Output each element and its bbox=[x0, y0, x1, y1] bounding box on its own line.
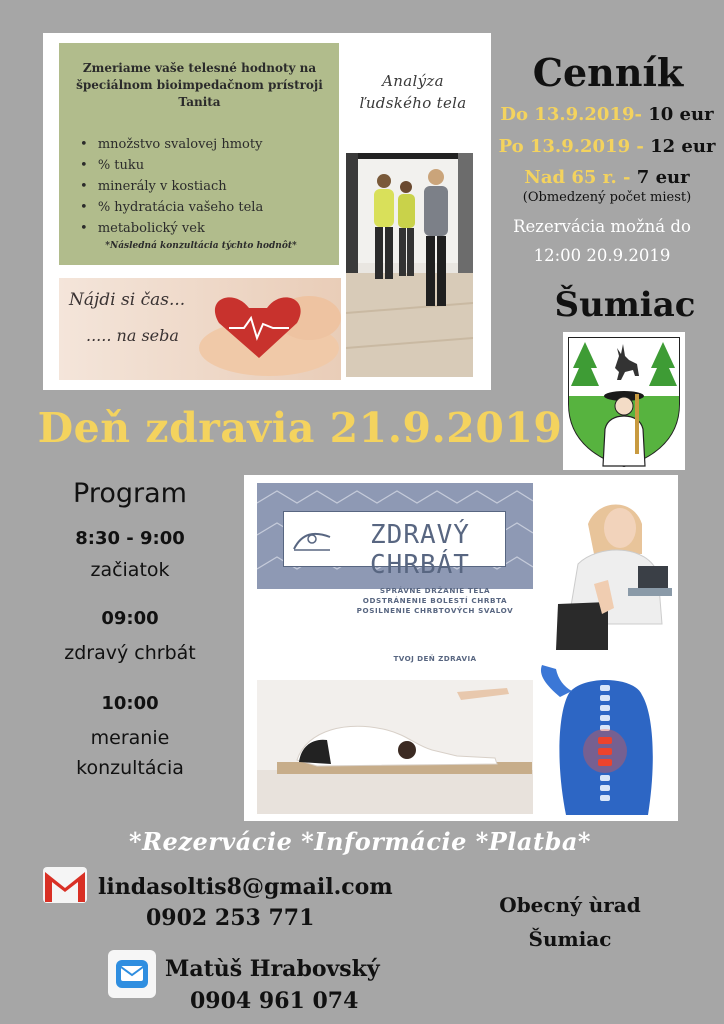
price-line bbox=[497, 167, 717, 188]
yoga-photo bbox=[257, 680, 533, 814]
poster-title: ZDRAVÝ CHRBÁT bbox=[370, 520, 470, 580]
reservation-line2: 12:00 20.9.2019 bbox=[533, 246, 671, 265]
poster-subtitle bbox=[345, 586, 525, 616]
price-line bbox=[497, 104, 717, 125]
phone-number[interactable]: 0904 961 074 bbox=[190, 988, 359, 1014]
analysis-heading: Zmeriame vaše telesné hodnoty na špeciálnom bioimpedačnom prístroji Tanita bbox=[76, 61, 323, 109]
price-label: Do 13.9.2019- bbox=[500, 104, 642, 125]
poster-day-label: TVOJ DEŇ ZDRAVIA bbox=[393, 654, 477, 663]
program-title: Program bbox=[73, 478, 187, 509]
list-item: • metabolický vek bbox=[80, 218, 335, 239]
list-item: • % tuku bbox=[80, 155, 335, 176]
back-pain-photo bbox=[538, 484, 672, 650]
program-desc: zdravý chrbát bbox=[64, 642, 196, 664]
office-line2: Šumiac bbox=[528, 927, 612, 951]
town-name: Šumiac bbox=[554, 285, 696, 325]
program-time: 8:30 - 9:00 bbox=[75, 528, 185, 549]
price-value: 7 eur bbox=[630, 167, 690, 188]
price-value: 10 eur bbox=[641, 104, 714, 125]
reservation-line1: Rezervácia možná do bbox=[513, 217, 691, 236]
spine-photo bbox=[538, 655, 672, 815]
office-line1: Obecný ùrad bbox=[499, 893, 641, 917]
reservation-deadline bbox=[487, 212, 717, 270]
info-banner: *Rezervácie *Informácie *Platba* bbox=[129, 827, 591, 856]
analysis-title-line1: Analýza bbox=[382, 72, 444, 90]
gym-photo bbox=[346, 153, 473, 377]
program-desc: začiatok bbox=[90, 559, 170, 581]
analysis-title bbox=[350, 70, 476, 114]
analysis-list bbox=[80, 134, 335, 239]
price-label: Po 13.9.2019 - bbox=[498, 136, 644, 157]
price-list-title: Cenník bbox=[532, 50, 684, 95]
analysis-title-line2: ľudského tela bbox=[359, 94, 467, 112]
program-desc: meranie bbox=[90, 727, 170, 749]
price-value: 12 eur bbox=[643, 136, 716, 157]
price-note: (Obmedzený počet miest) bbox=[522, 190, 692, 205]
heart-caption-line1: Nájdi si čas... bbox=[69, 290, 186, 310]
poster-subtitle-line: SPRÁVNE DRŽANIE TELA bbox=[379, 586, 491, 595]
program-desc: konzultácia bbox=[76, 757, 184, 779]
gmail-icon bbox=[42, 866, 88, 904]
list-item: • % hydratácia vašeho tela bbox=[80, 197, 335, 218]
email-link[interactable]: lindasoltis8@gmail.com bbox=[98, 874, 393, 900]
heart-caption-line2: ..... na seba bbox=[86, 326, 179, 345]
list-item: • minerály v kostiach bbox=[80, 176, 335, 197]
poster-subtitle-line: POSILNENIE CHRBTOVÝCH SVALOV bbox=[356, 606, 514, 615]
coat-of-arms-icon bbox=[565, 334, 683, 468]
analysis-note: *Následná konzultácia týchto hodnôt* bbox=[105, 241, 297, 251]
contact-name: Matùš Hrabovský bbox=[165, 956, 380, 982]
list-item: • množstvo svalovej hmoty bbox=[80, 134, 335, 155]
price-line bbox=[497, 136, 717, 157]
poster-subtitle-line: ODSTRÁNENIE BOLESTÍ CHRBTA bbox=[362, 596, 508, 605]
municipal-office bbox=[480, 888, 660, 956]
price-label: Nad 65 r. - bbox=[524, 167, 631, 188]
mail-icon bbox=[108, 950, 156, 998]
phone-number[interactable]: 0902 253 771 bbox=[146, 905, 315, 931]
spine-logo-icon bbox=[292, 527, 332, 553]
program-time: 09:00 bbox=[101, 608, 159, 629]
program-time: 10:00 bbox=[101, 693, 159, 714]
event-title: Deň zdravia 21.9.2019 bbox=[37, 404, 563, 452]
